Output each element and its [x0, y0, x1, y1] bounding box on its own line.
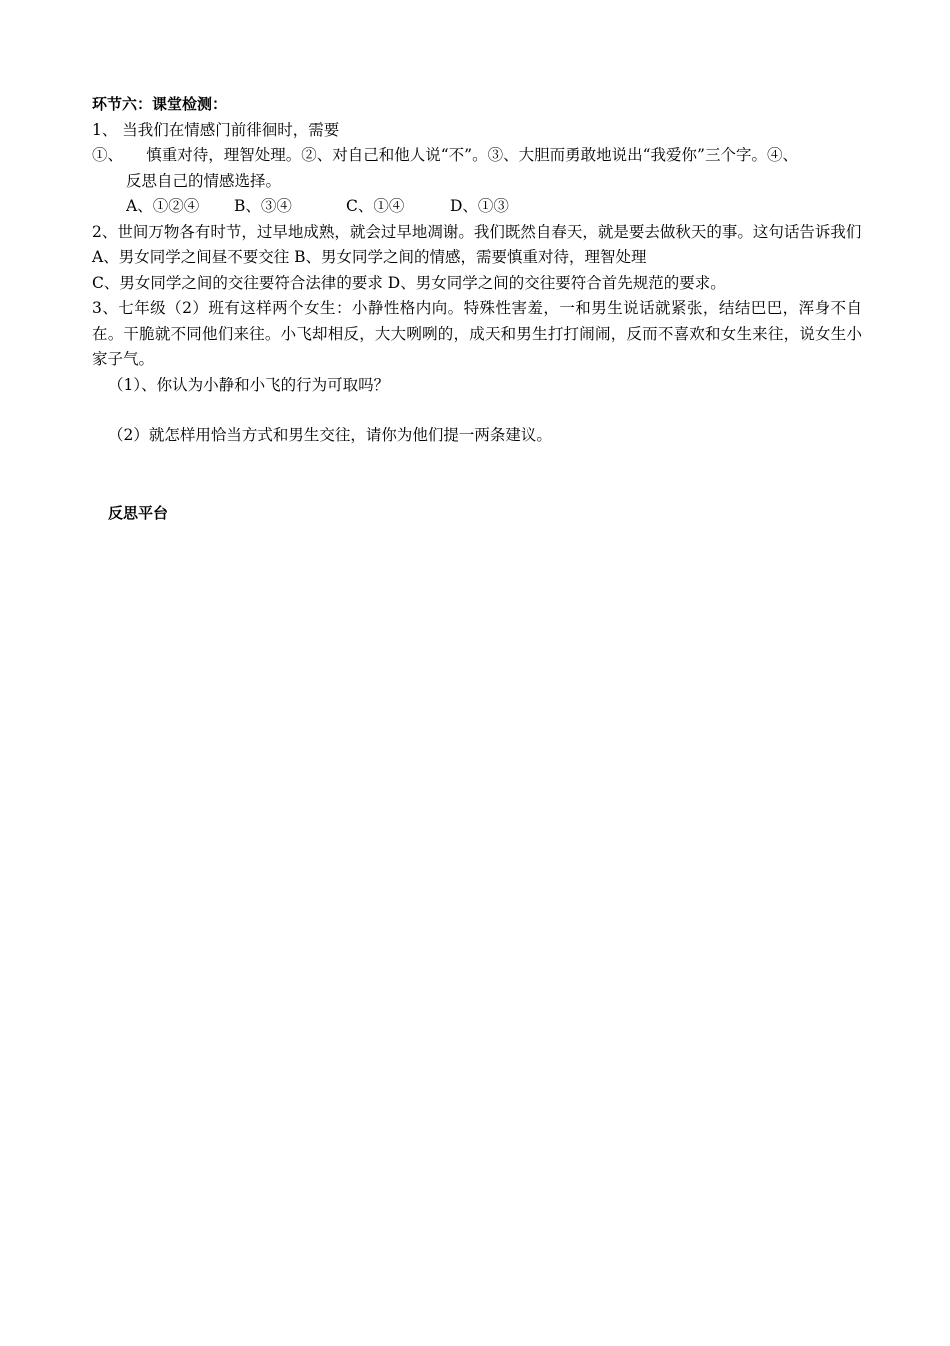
question-1-option-b: B、③④	[234, 197, 292, 215]
question-1-options	[92, 194, 862, 220]
question-2-options-cd: C、男女同学之间的交往要符合法律的要求 D、男女同学之间的交往要符合首先规范的要求。	[92, 273, 726, 292]
document-page	[92, 92, 862, 526]
question-1-option-d: D、①③	[450, 197, 509, 215]
question-2-options-ab: A、男女同学之间昼不要交往 B、男女同学之间的情感，需要慎重对待，理智处理	[92, 248, 647, 266]
question-2-stem: 2、世间万物各有时节，过早地成熟，就会过早地凋谢。我们既然自春天，就是要去做秋天的事。这句话告诉我们	[92, 222, 862, 241]
question-1-stem: 1、 当我们在情感门前徘徊时，需要	[92, 120, 340, 139]
question-3-sub-question-2: （2）就怎样用恰当方式和男生交往，请你为他们提一两条建议。	[108, 426, 552, 444]
question-3-sub-question-1: （1）、你认为小静和小飞的行为可取吗？	[108, 375, 390, 394]
question-3-stem: 3、七年级（2）班有这样两个女生：小静性格内向。特殊性害羞，一和男生说话就紧张，结结巴巴，浑身不自在。干脆就不同他们来往。小飞却相反，大大咧咧的，成天和男生打打闹闹，反而不喜欢和女生来往，说女生小家子气。	[92, 299, 862, 368]
question-1-statements-line-2: 反思自己的情感选择。	[126, 171, 282, 190]
question-1-option-c: C、①④	[346, 197, 405, 215]
question-1-option-a: A、①②④	[126, 197, 200, 215]
question-1-statements-line-1: ①、 慎重对待，理智处理。②、对自己和他人说“不”。③、大胆而勇敢地说出“我爱你”三个字。④、	[92, 146, 798, 164]
reflection-title: 反思平台	[108, 503, 169, 522]
section-title: 环节六：课堂检测：	[92, 95, 228, 113]
